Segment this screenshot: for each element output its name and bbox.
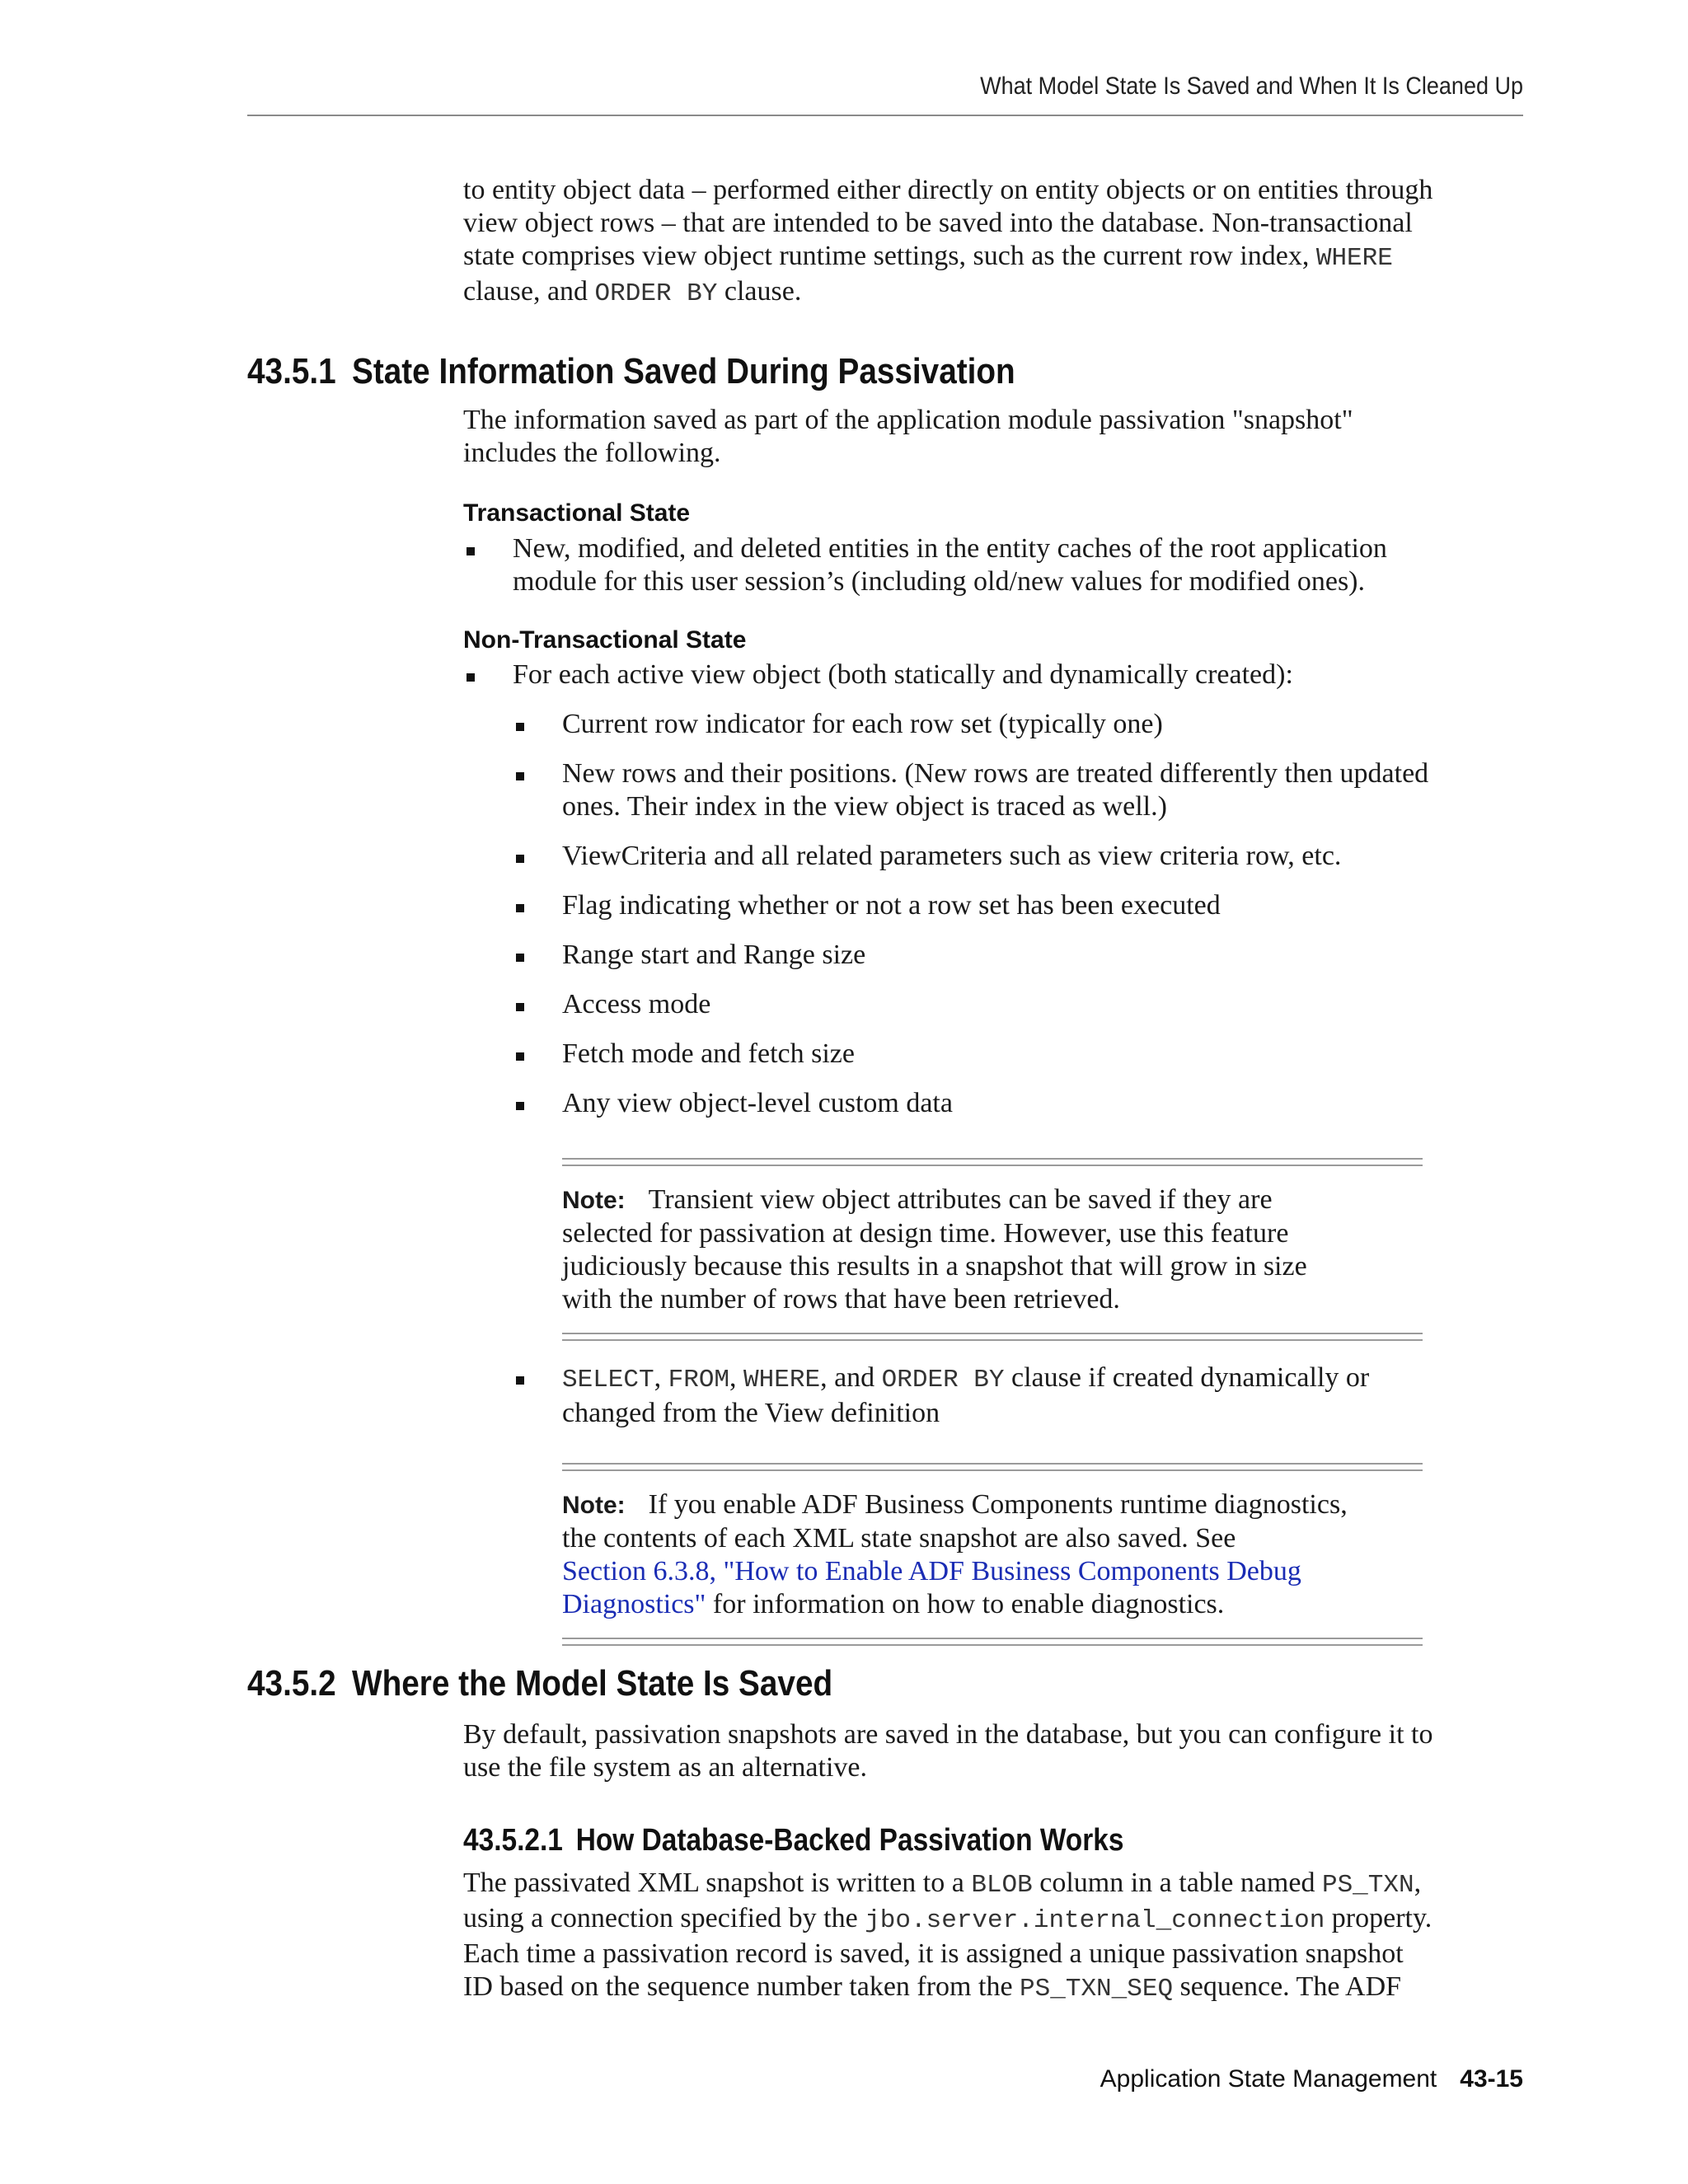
section-title: Where the Model State Is Saved xyxy=(352,1663,833,1704)
paragraph-line xyxy=(463,1902,1526,1938)
list-item-line: New, modified, and deleted entities in the entity caches of the root application xyxy=(513,533,1387,564)
sub-list-item-text: Flag indicating whether or not a row set has been executed xyxy=(562,890,1221,921)
sub-list-item-text: Any view object-level custom data xyxy=(562,1088,953,1118)
sub-list-item-line xyxy=(562,1361,1526,1397)
debug-diagnostics-link[interactable]: Section 6.3.8, "How to Enable ADF Business Components Debug xyxy=(562,1556,1301,1586)
bullet-icon xyxy=(467,547,475,555)
note-line-1 xyxy=(562,1183,1423,1217)
section-heading-43-5-1 xyxy=(247,351,1015,392)
separator-text: , xyxy=(654,1362,668,1393)
code-from: FROM xyxy=(668,1366,730,1394)
code-blob: BLOB xyxy=(971,1871,1033,1900)
sub-list-item-text: Fetch mode and fetch size xyxy=(562,1038,855,1069)
paragraph-text: sequence. The ADF xyxy=(1173,1971,1402,2002)
section-paragraph xyxy=(463,1718,1526,1784)
debug-diagnostics-link[interactable]: Diagnostics" xyxy=(562,1589,706,1619)
section-intro-paragraph xyxy=(463,404,1526,470)
paragraph-line: Each time a passivation record is saved, it is assigned a unique passivation snapshot xyxy=(463,1938,1404,1969)
paragraph-text: ID based on the sequence number taken from the xyxy=(463,1971,1020,2002)
note-line-1 xyxy=(562,1488,1423,1522)
intro-line-3 xyxy=(463,240,1526,275)
note-box xyxy=(562,1158,1423,1341)
note-text: If you enable ADF Business Components runtime diagnostics, xyxy=(648,1489,1348,1520)
note-label: Note: xyxy=(562,1492,626,1519)
running-header: What Model State Is Saved and When It Is Cleaned Up xyxy=(980,73,1523,100)
code-where: WHERE xyxy=(1315,244,1393,273)
sub-list-item-line: changed from the View definition xyxy=(562,1398,940,1428)
intro-line-1: to entity object data – performed either directly on entity objects or on entities through xyxy=(463,175,1433,205)
paragraph-line: use the file system as an alternative. xyxy=(463,1752,867,1783)
section-number: 43.5.2 xyxy=(247,1663,336,1704)
paragraph-line xyxy=(463,1867,1526,1902)
note-text: for information on how to enable diagnostics. xyxy=(706,1589,1225,1619)
note-line-4: with the number of rows that have been retrieved. xyxy=(562,1284,1120,1315)
non-transactional-state-heading: Non-Transactional State xyxy=(463,626,747,654)
subsection-number: 43.5.2.1 xyxy=(463,1823,563,1858)
note-line-3 xyxy=(562,1555,1423,1588)
intro-paragraph xyxy=(463,174,1526,311)
sub-list-item-line: New rows and their positions. (New rows are treated differently then updated xyxy=(562,758,1429,789)
page-footer xyxy=(1100,2065,1523,2093)
separator-text: , xyxy=(729,1362,744,1393)
note-line-3: judiciously because this results in a snapshot that will grow in size xyxy=(562,1251,1307,1282)
note-body xyxy=(562,1488,1423,1621)
note-line-2: the contents of each XML state snapshot are also saved. See xyxy=(562,1523,1236,1554)
paragraph-text: The passivated XML snapshot is written to a xyxy=(463,1868,972,1898)
code-ps-txn-seq: PS_TXN_SEQ xyxy=(1020,1975,1174,2004)
note-text: Transient view object attributes can be saved if they are xyxy=(648,1184,1273,1215)
note-bottom-rule xyxy=(562,1638,1423,1646)
note-line-4 xyxy=(562,1588,1423,1621)
bullet-icon xyxy=(467,673,475,682)
sub-list-item-text: Access mode xyxy=(562,989,711,1019)
bullet-icon xyxy=(516,1102,524,1110)
bullet-icon xyxy=(516,772,524,780)
note-line-2: selected for passivation at design time. However, use this feature xyxy=(562,1218,1289,1249)
bullet-icon xyxy=(516,855,524,863)
section-number: 43.5.1 xyxy=(247,351,336,391)
intro-text: clause. xyxy=(717,276,802,307)
code-select: SELECT xyxy=(562,1366,654,1394)
transactional-state-heading: Transactional State xyxy=(463,499,691,527)
bullet-icon xyxy=(516,1052,524,1061)
footer-chapter: Application State Management xyxy=(1100,2065,1437,2093)
intro-line-2: view object rows – that are intended to be saved into the database. Non-transactional xyxy=(463,208,1413,238)
paragraph-text: property. xyxy=(1325,1903,1432,1933)
section-heading-43-5-2 xyxy=(247,1663,832,1704)
list-item-line: module for this user session’s (including old/new values for modified ones). xyxy=(513,566,1365,597)
code-order-by: ORDER BY xyxy=(594,279,718,308)
separator-text: , and xyxy=(820,1362,882,1393)
note-top-rule xyxy=(562,1463,1423,1471)
subsection-paragraph xyxy=(463,1867,1526,2006)
note-body xyxy=(562,1183,1423,1316)
section-title: State Information Saved During Passivation xyxy=(352,351,1015,391)
note-top-rule xyxy=(562,1158,1423,1166)
sub-list-item-text: ViewCriteria and all related parameters such as view criteria row, etc. xyxy=(562,841,1342,871)
note-bottom-rule xyxy=(562,1333,1423,1341)
bullet-icon xyxy=(516,904,524,912)
sub-list-item-text: Current row indicator for each row set (typically one) xyxy=(562,709,1163,739)
code-where: WHERE xyxy=(743,1366,821,1394)
intro-line-4 xyxy=(463,275,1526,311)
list-item-text: For each active view object (both statically and dynamically created): xyxy=(513,659,1293,690)
paragraph-line: includes the following. xyxy=(463,438,721,468)
paragraph-text: column in a table named xyxy=(1032,1868,1322,1898)
intro-text: state comprises view object runtime settings, such as the current row index, xyxy=(463,241,1316,271)
paragraph-text: using a connection specified by the xyxy=(463,1903,865,1933)
sub-list-item-text: clause if created dynamically or xyxy=(1004,1362,1370,1393)
bullet-icon xyxy=(516,723,524,731)
sub-list-item-line: ones. Their index in the view object is traced as well.) xyxy=(562,791,1167,822)
subsection-title: How Database-Backed Passivation Works xyxy=(575,1823,1124,1858)
subsection-heading-43-5-2-1 xyxy=(463,1823,1123,1858)
bullet-icon xyxy=(516,954,524,962)
page-number: 43-15 xyxy=(1460,2065,1523,2093)
paragraph-line: By default, passivation snapshots are saved in the database, but you can configure it to xyxy=(463,1719,1433,1750)
code-internal-connection: jbo.server.internal_connection xyxy=(865,1906,1325,1935)
bullet-icon xyxy=(516,1003,524,1011)
sub-list-item-text: Range start and Range size xyxy=(562,940,866,970)
note-label: Note: xyxy=(562,1187,626,1214)
paragraph-text: , xyxy=(1414,1868,1422,1898)
header-rule xyxy=(247,115,1523,116)
intro-text: clause, and xyxy=(463,276,595,307)
bullet-icon xyxy=(516,1376,524,1385)
paragraph-line: The information saved as part of the application module passivation "snapshot" xyxy=(463,405,1353,435)
note-box xyxy=(562,1463,1423,1646)
code-ps-txn: PS_TXN xyxy=(1321,1871,1414,1900)
code-order-by: ORDER BY xyxy=(881,1366,1005,1394)
paragraph-line xyxy=(463,1971,1526,2006)
